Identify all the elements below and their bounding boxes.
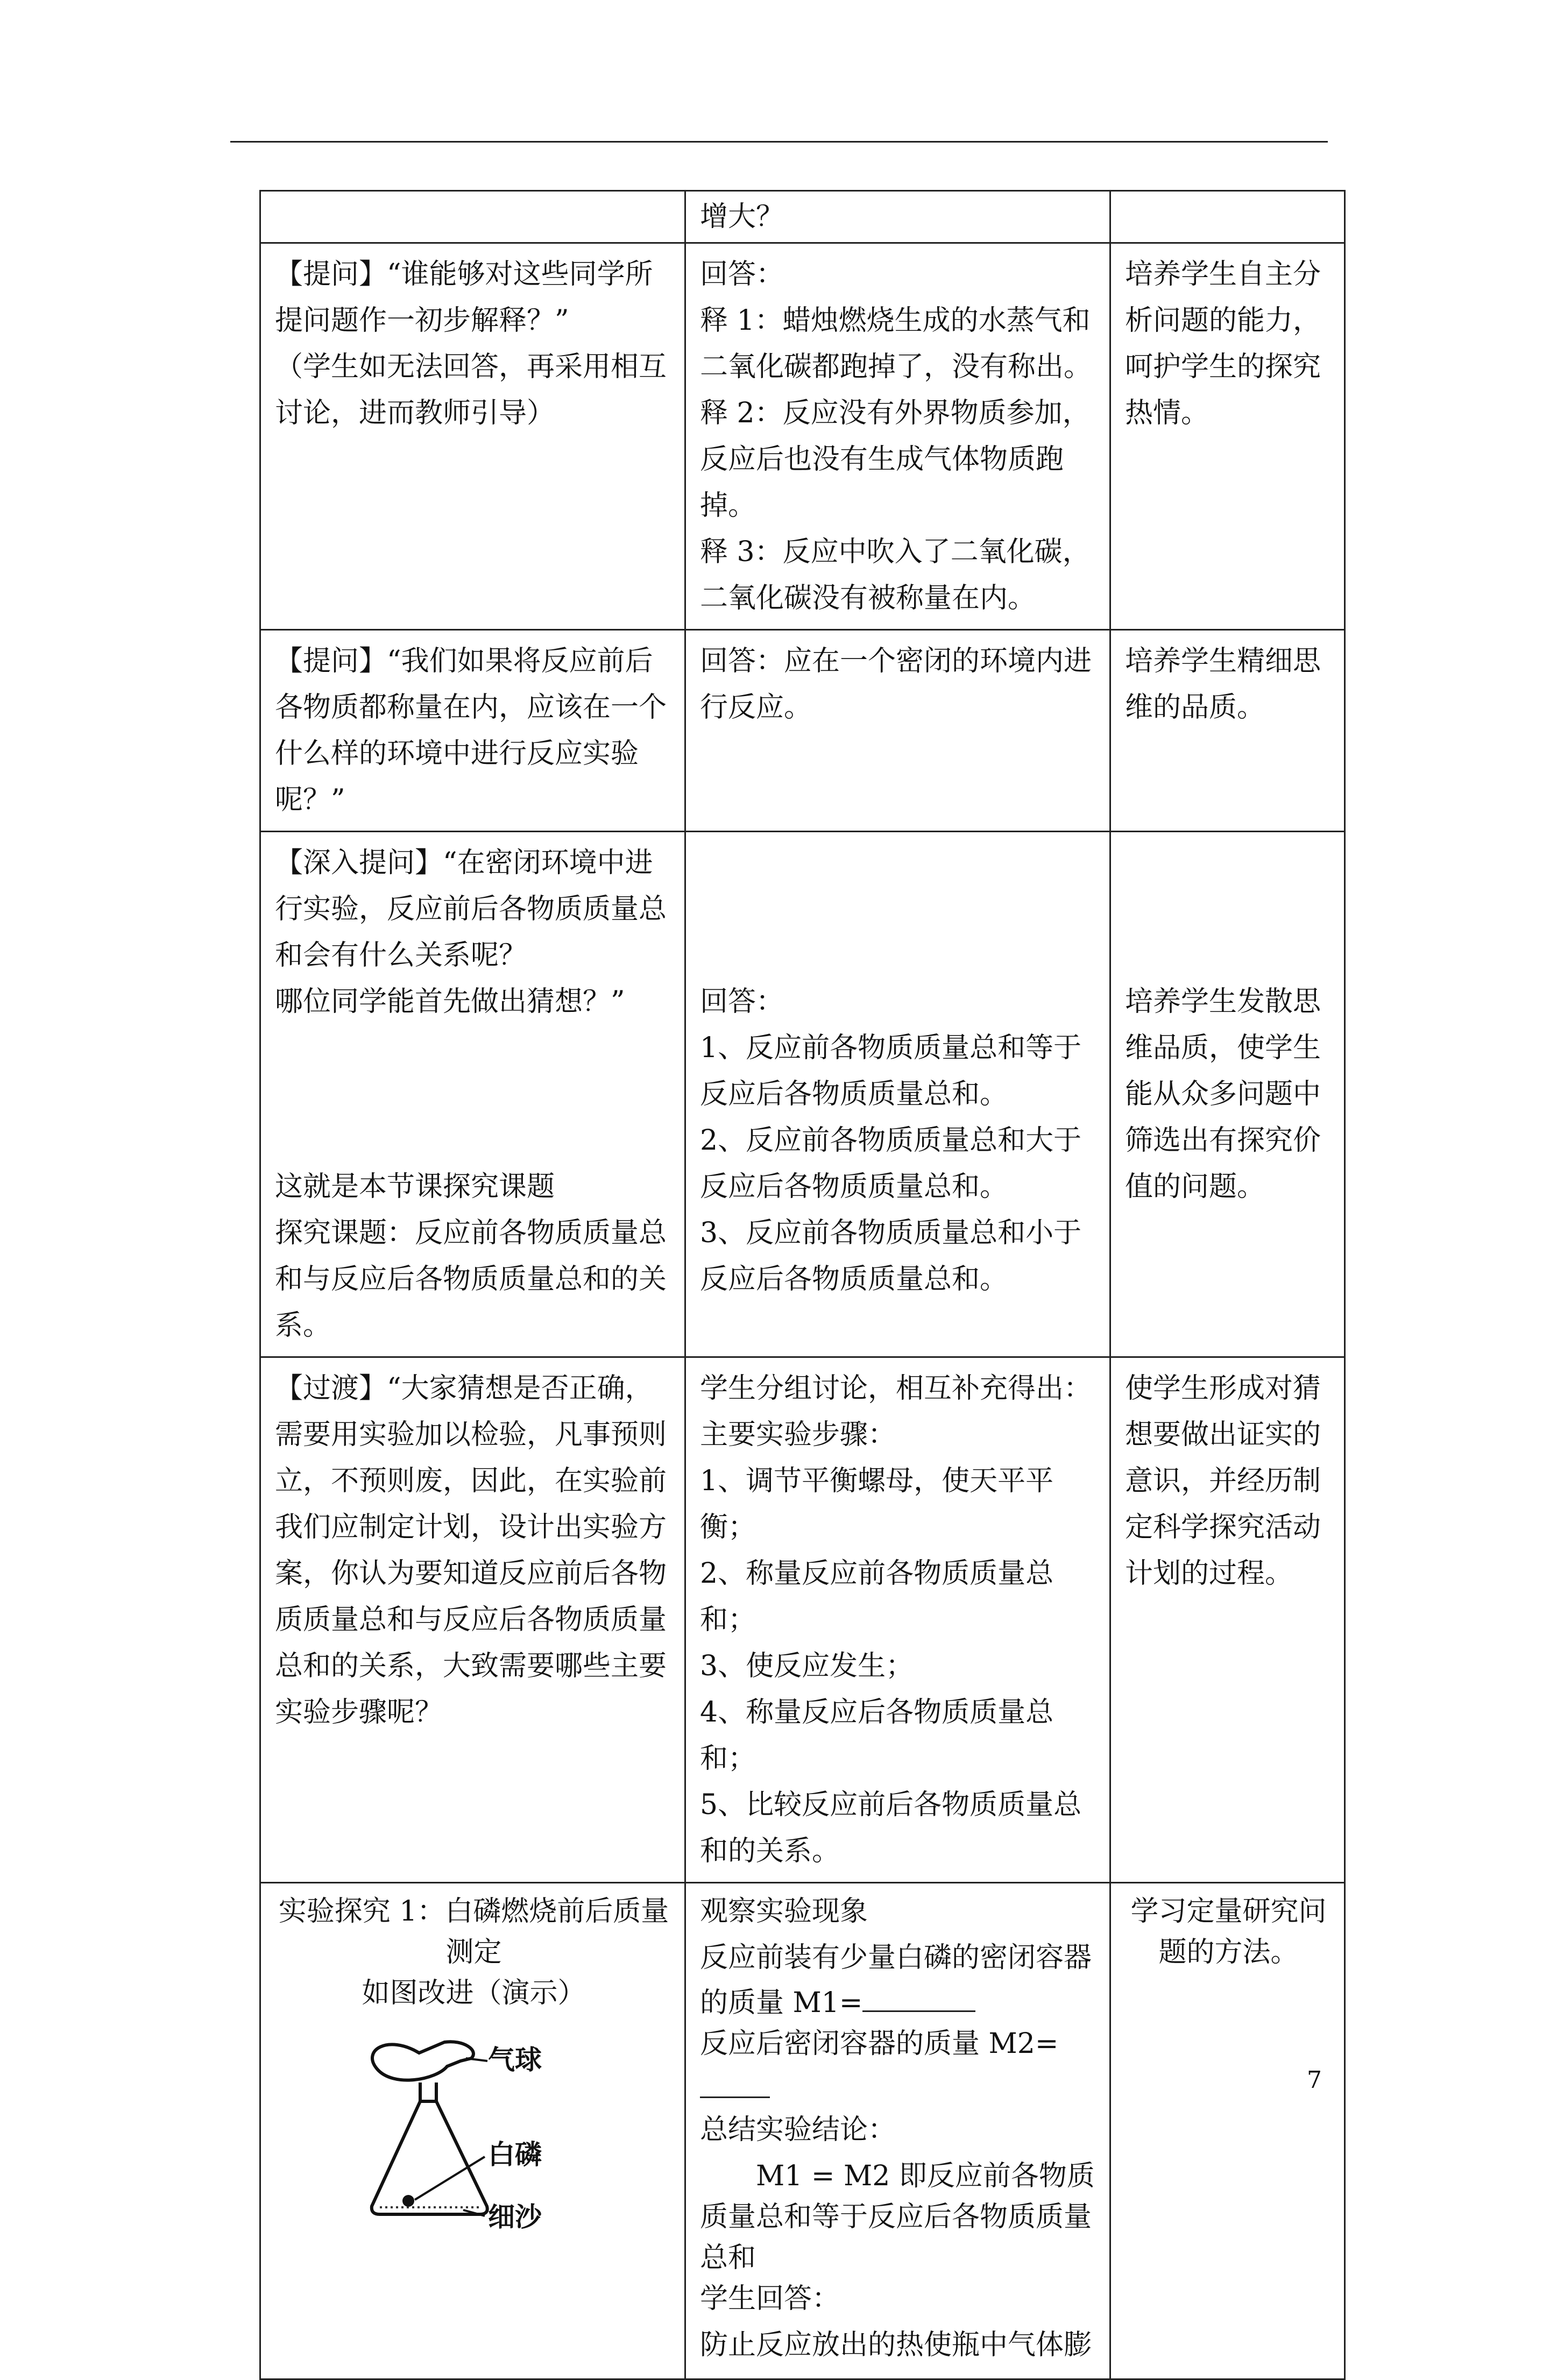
flask-diagram — [356, 2029, 582, 2233]
table-row — [260, 191, 1345, 243]
cell-text: 4、称量反应后各物质质量总和； — [700, 1696, 1054, 1775]
cell-text: 反应前装有少量白磷的密闭容器的质量 M1= — [700, 1942, 1092, 2019]
flask-neck — [420, 2082, 436, 2101]
cell-text: 使学生形成对猜想要做出证实的意识，并经历制定科学探究活动计划的过程。 — [1125, 1372, 1321, 1590]
student-activity-cell — [685, 1883, 1110, 2379]
cell-text: 释 2：反应没有外界物质参加，反应后也没有生成气体物质跑掉。 — [700, 397, 1091, 522]
student-activity-cell — [685, 630, 1110, 832]
cell-text: M1 = M2 即反应前各物质质量总和等于反应后各物质质量总和 — [700, 2160, 1095, 2274]
design-intent-cell — [1110, 243, 1345, 630]
cell-text: 观察实验现象 — [700, 1895, 868, 1928]
cell-text: 如图改进（演示） — [362, 1977, 586, 2009]
cell-text: 学生分组讨论，相互补充得出： — [700, 1372, 1092, 1405]
student-activity-cell — [685, 1357, 1110, 1883]
cell-text: 3、反应前各物质质量总和小于反应后各物质质量总和。 — [700, 1217, 1082, 1295]
cell-text: 3、使反应发生； — [700, 1650, 914, 1682]
cell-text: 主要实验步骤： — [700, 1419, 896, 1451]
cell-text: （学生如无法回答，再采用相互讨论，进而教师引导） — [275, 351, 667, 429]
teacher-activity-cell — [260, 630, 685, 832]
header-rule — [230, 141, 1328, 143]
cell-text: 实验探究 1：白磷燃烧前后质量测定 — [278, 1895, 669, 1968]
cell-text: 哪位同学能首先做出猜想？” — [275, 986, 625, 1018]
blank-m1 — [862, 1978, 975, 2012]
flask-illustration — [356, 2029, 582, 2233]
student-activity-cell — [685, 243, 1110, 630]
design-intent-cell — [1110, 191, 1345, 243]
label-balloon: 气球 — [488, 2044, 542, 2076]
cell-text: 回答： — [700, 986, 784, 1018]
cell-text: 防止反应放出的热使瓶中气体膨 — [700, 2329, 1092, 2361]
teacher-activity-cell — [260, 1883, 685, 2379]
lesson-plan-table — [259, 190, 1346, 2380]
cell-text: 学习定量研究问题的方法。 — [1130, 1895, 1327, 1968]
table-row — [260, 243, 1345, 630]
cell-text: 这就是本节课探究课题 — [275, 1171, 555, 1203]
cell-text: 释 3：反应中吹入了二氧化碳，二氧化碳没有被称量在内。 — [700, 536, 1091, 614]
teacher-activity-cell — [260, 832, 685, 1357]
student-activity-cell — [685, 832, 1110, 1357]
design-intent-cell — [1110, 832, 1345, 1357]
cell-text: 学生回答： — [700, 2283, 840, 2315]
phosphorus-dot — [402, 2195, 414, 2207]
cell-text: 【过渡】“大家猜想是否正确，需要用实验加以检验，凡事预则立，不预则废，因此，在实验前我们应制定计划，设计出实验方案，你认为要知道反应前后各物质质量总和与反应后各物质质量总和的关系，大致需要哪些主要实验步骤呢？ — [275, 1372, 667, 1729]
leader-line-balloon — [466, 2058, 487, 2061]
cell-text: 回答： — [700, 258, 784, 291]
cell-text: 增大？ — [700, 201, 784, 233]
cell-text: 1、反应前各物质质量总和等于反应后各物质质量总和。 — [700, 1032, 1082, 1110]
teacher-activity-cell — [260, 243, 685, 630]
flask-body — [372, 2101, 487, 2214]
cell-text: 【深入提问】“在密闭环境中进行实验，反应前后各物质质量总和会有什么关系呢？ — [275, 847, 667, 972]
cell-text: 【提问】“我们如果将反应前后各物质都称量在内，应该在一个什么样的环境中进行反应实验呢？” — [275, 645, 667, 816]
cell-text: 探究课题：反应前各物质质量总和与反应后各物质质量总和的关系。 — [275, 1217, 667, 1342]
teacher-activity-cell — [260, 1357, 685, 1883]
cell-text: 培养学生精细思维的品质。 — [1125, 645, 1321, 724]
cell-text: 培养学生发散思维品质，使学生能从众多问题中筛选出有探究价值的问题。 — [1125, 986, 1321, 1203]
cell-text: 1、调节平衡螺母，使天平平衡； — [700, 1465, 1054, 1543]
table-row — [260, 1883, 1345, 2379]
cell-text: 总结实验结论： — [700, 2114, 896, 2146]
page-number: 7 — [1307, 2066, 1322, 2094]
teacher-activity-cell — [260, 191, 685, 243]
cell-text: 释 1：蜡烛燃烧生成的水蒸气和二氧化碳都跑掉了，没有称出。 — [700, 304, 1092, 383]
table-row — [260, 832, 1345, 1357]
design-intent-cell — [1110, 1357, 1345, 1883]
blank-m2 — [700, 2064, 770, 2098]
cell-text: 反应后密闭容器的质量 M2= — [700, 2023, 1098, 2109]
table-row — [260, 630, 1345, 832]
cell-text: 5、比较反应前后各物质质量总和的关系。 — [700, 1789, 1082, 1867]
cell-text: 回答：应在一个密闭的环境内进行反应。 — [700, 645, 1092, 724]
cell-text: 2、称量反应前各物质质量总和； — [700, 1557, 1054, 1636]
cell-text: 2、反应前各物质质量总和大于反应后各物质质量总和。 — [700, 1124, 1082, 1203]
label-phosphorus: 白磷 — [488, 2139, 542, 2170]
cell-text: 培养学生自主分析问题的能力，呵护学生的探究热情。 — [1125, 258, 1321, 429]
table-row — [260, 1357, 1345, 1883]
label-sand: 细沙 — [488, 2201, 542, 2233]
balloon-shape — [372, 2042, 473, 2080]
design-intent-cell — [1110, 630, 1345, 832]
cell-text: 【提问】“谁能够对这些同学所提问题作一初步解释？” — [275, 258, 653, 337]
design-intent-cell — [1110, 1883, 1345, 2379]
student-activity-cell — [685, 191, 1110, 243]
